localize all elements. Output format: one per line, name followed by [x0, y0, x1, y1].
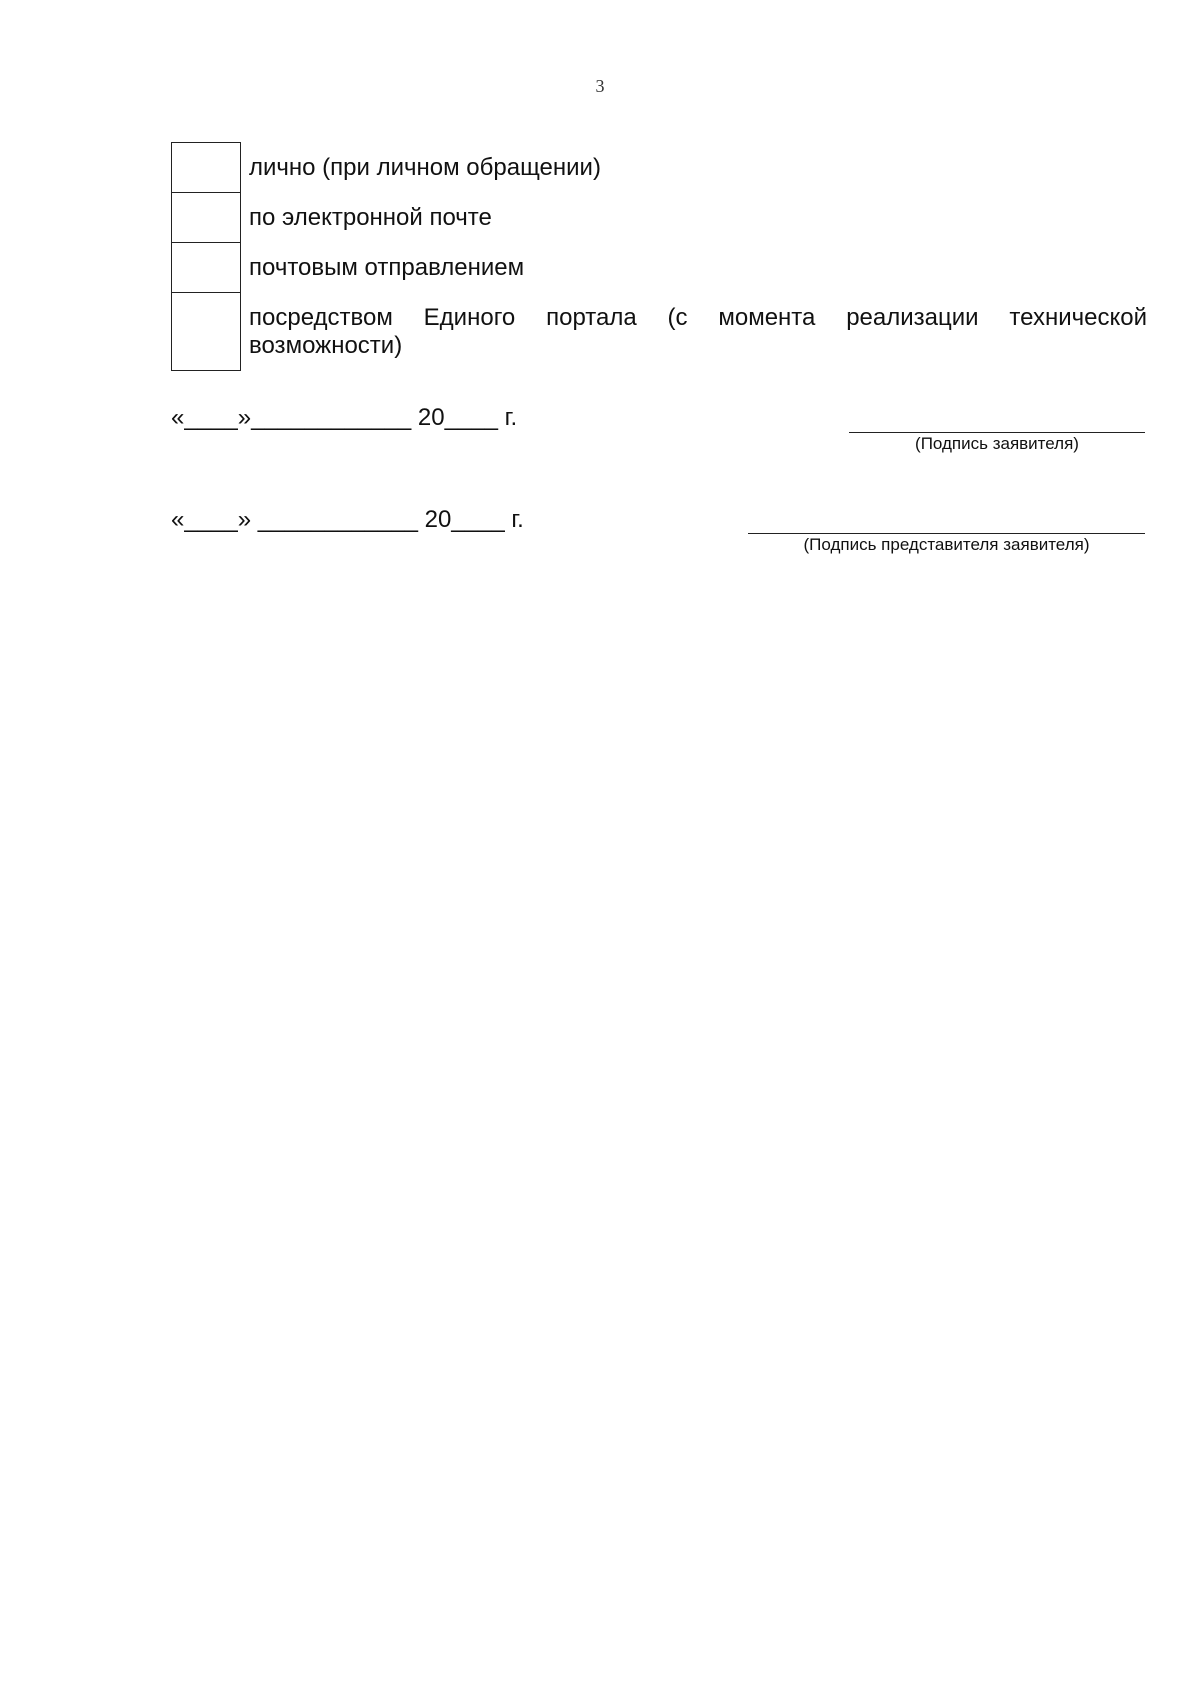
checkbox[interactable] — [171, 292, 241, 371]
representative-signature-caption: (Подпись представителя заявителя) — [803, 535, 1090, 554]
delivery-option-portal[interactable] — [171, 292, 1147, 371]
checkbox[interactable] — [171, 142, 241, 192]
delivery-options-list — [171, 142, 1147, 371]
page-number: 3 — [595, 76, 605, 96]
delivery-option-email[interactable] — [171, 192, 1147, 242]
option-label: лично (при личном обращении) — [249, 154, 601, 181]
applicant-signature-line[interactable] — [849, 432, 1145, 433]
applicant-date-field[interactable]: «____»____________ 20____ г. — [171, 404, 518, 431]
option-label: посредством Единого портала (с момента реализации технической возможности) — [249, 304, 1147, 359]
representative-signature-line[interactable] — [748, 533, 1145, 534]
delivery-option-in-person[interactable] — [171, 142, 1147, 192]
checkbox[interactable] — [171, 192, 241, 242]
applicant-signature-caption: (Подпись заявителя) — [915, 434, 1079, 453]
delivery-option-post[interactable] — [171, 242, 1147, 292]
option-label: почтовым отправлением — [249, 254, 525, 281]
option-label: по электронной почте — [249, 204, 492, 231]
checkbox[interactable] — [171, 242, 241, 292]
representative-date-field[interactable]: «____» ____________ 20____ г. — [171, 506, 524, 533]
